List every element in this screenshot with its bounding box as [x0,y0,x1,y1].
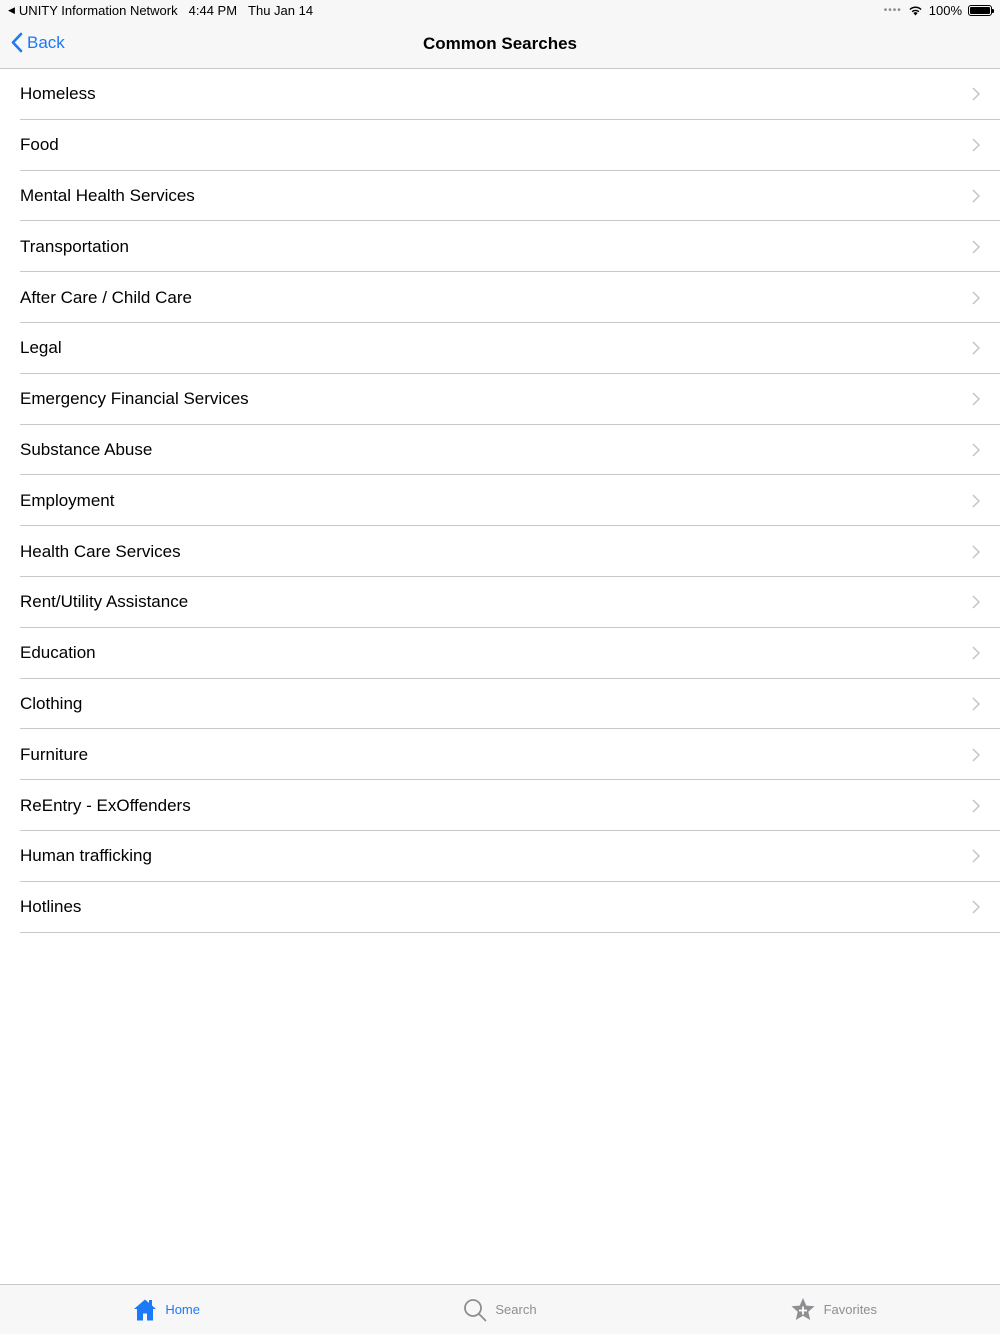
list-item-label: Furniture [20,744,89,764]
list-item-label: Homeless [20,84,96,104]
list-item-label: Hotlines [20,897,82,917]
chevron-right-icon [972,748,980,762]
tab-favorites[interactable] [667,1285,1000,1334]
chevron-right-icon [972,341,980,355]
list-item-label: Education [20,643,96,663]
list-item[interactable] [0,475,1000,526]
list-item-label: Clothing [20,693,83,713]
chevron-right-icon [972,291,980,305]
back-to-app-icon[interactable]: ◀ [8,4,15,15]
list-item[interactable] [0,120,1000,171]
chevron-right-icon [972,900,980,914]
battery-percent: 100% [928,2,962,18]
list-item[interactable] [0,831,1000,882]
search-icon [463,1298,487,1322]
status-app-name[interactable]: UNITY Information Network [18,2,178,18]
battery-icon [968,5,992,16]
list-item[interactable] [0,272,1000,323]
navigation-bar [0,20,1000,69]
list-item-label: Transportation [20,236,129,256]
chevron-right-icon [972,443,980,457]
tab-search[interactable] [333,1285,666,1334]
tab-bar [0,1284,1000,1334]
chevron-right-icon [972,240,980,254]
list-item[interactable] [0,628,1000,679]
list-item[interactable] [0,679,1000,730]
chevron-right-icon [972,595,980,609]
list-item[interactable] [0,729,1000,780]
chevron-right-icon [972,697,980,711]
page-title: Common Searches [423,34,577,53]
list-item-label: After Care / Child Care [20,287,192,307]
chevron-right-icon [972,87,980,101]
list-item[interactable] [0,577,1000,628]
list-item-label: Health Care Services [20,541,181,561]
list-item-label: ReEntry - ExOffenders [20,795,191,815]
chevron-right-icon [972,392,980,406]
list-item-label: Rent/Utility Assistance [20,592,189,612]
chevron-right-icon [972,646,980,660]
list-item-label: Mental Health Services [20,185,195,205]
list-item-label: Food [20,135,59,155]
chevron-right-icon [972,494,980,508]
chevron-right-icon [972,545,980,559]
status-date: Thu Jan 14 [248,2,314,18]
chevron-left-icon [10,32,23,53]
tab-home[interactable] [0,1285,333,1334]
list-item[interactable] [0,780,1000,831]
back-button[interactable] [10,32,65,53]
status-time: 4:44 PM [188,2,238,18]
signal-dots-icon: •••• [883,4,902,16]
wifi-icon [908,5,923,16]
star-add-icon [790,1297,816,1322]
chevron-right-icon [972,799,980,813]
chevron-right-icon [972,849,980,863]
tab-search-label: Search [495,1302,537,1317]
tab-home-label: Home [165,1302,200,1317]
tab-favorites-label: Favorites [823,1302,878,1317]
list-item[interactable] [0,323,1000,374]
back-label: Back [27,32,65,52]
list-item[interactable] [0,171,1000,222]
chevron-right-icon [972,138,980,152]
list-item[interactable] [0,69,1000,120]
list-item[interactable] [0,526,1000,577]
list-item[interactable] [0,221,1000,272]
list-item[interactable] [0,425,1000,476]
list-item-label: Legal [20,338,62,358]
list-item-label: Substance Abuse [20,439,153,459]
status-bar [0,0,1000,20]
chevron-right-icon [972,189,980,203]
common-searches-list [0,69,1000,933]
list-item-label: Human trafficking [20,846,152,866]
list-item[interactable] [0,882,1000,933]
list-item-label: Emergency Financial Services [20,389,249,409]
list-item-label: Employment [20,490,115,510]
home-icon [133,1298,157,1322]
list-item[interactable] [0,374,1000,425]
